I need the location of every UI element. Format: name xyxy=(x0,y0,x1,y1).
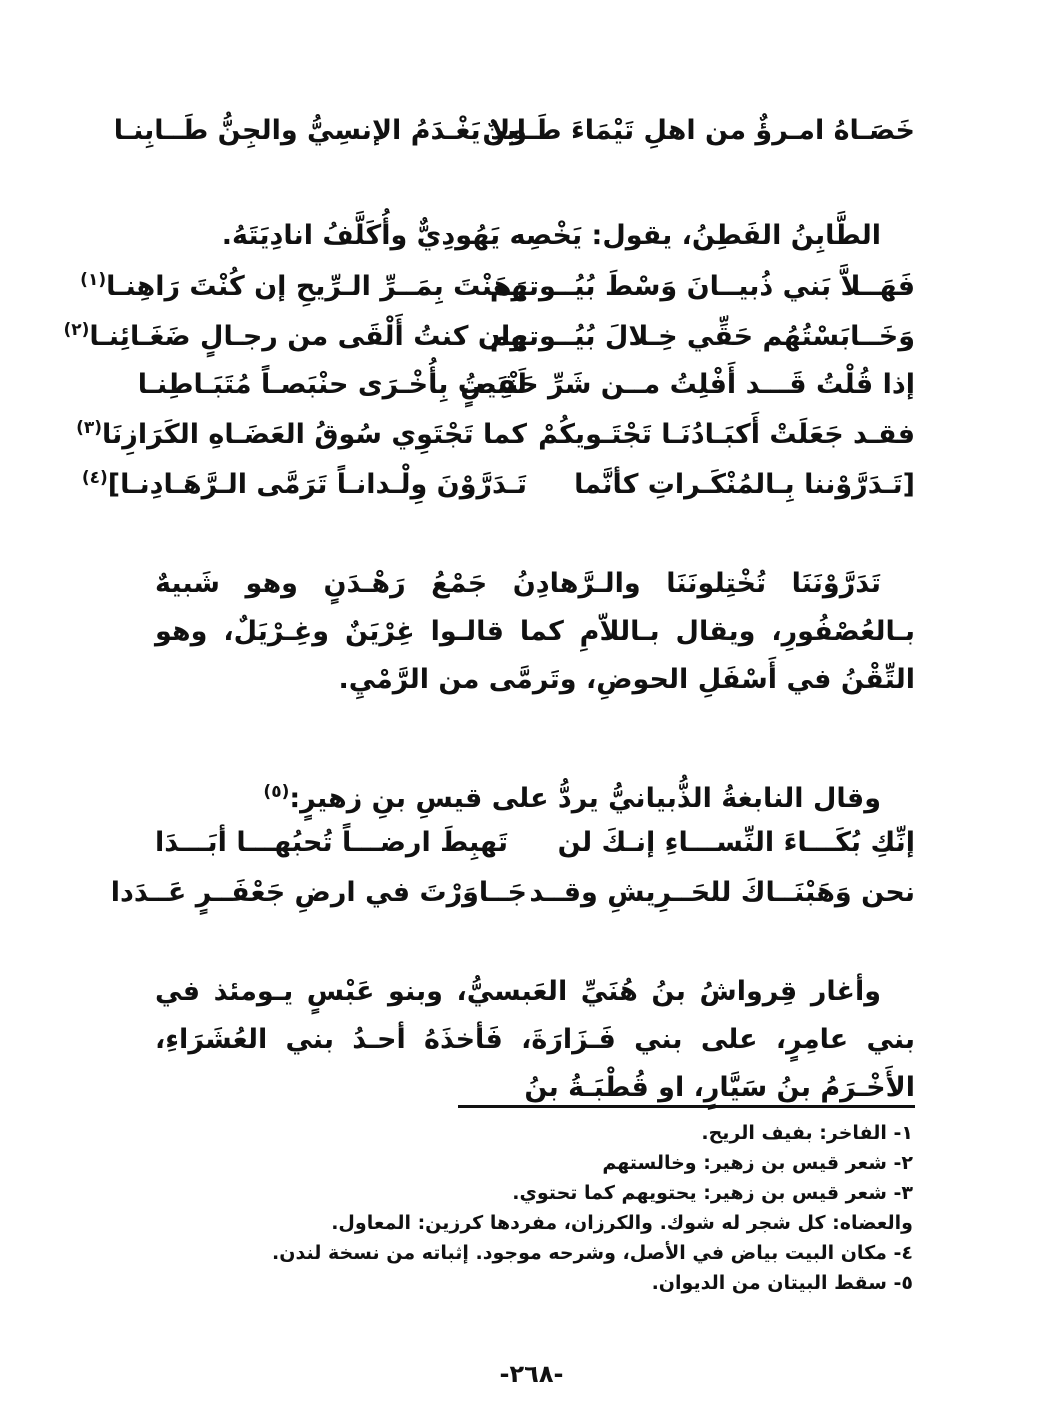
verse-line xyxy=(80,262,915,310)
verse-second-hemistich xyxy=(113,114,527,146)
intro-paragraph xyxy=(155,768,915,823)
paragraph-text: تَدَرَّوْنَنَا تُخْتِلونَنَا والـرَّهادِنُ جَمْعُ رَهْـدَنٍ وهو شَبيهٌ بـالعُصْفُورِ، ويقال بـاللاّمِ كما قالـوا غِرْيَنٌ وغِـرْيَلٌ، وهو التِّقْنُ في أَسْفَلِ الحوضِ، وتَرمَّى من الرَّمْيِ. xyxy=(155,568,915,695)
verse-first-hemistich: وَخَــابَسْتُهُم حَقِّي خِـلالَ بُيُــوتهم xyxy=(489,320,915,352)
verse-line xyxy=(137,360,915,408)
verse-second-hemistich xyxy=(63,320,527,352)
paragraph-text: الطَّابِنُ الفَطِنُ، يقول: يَخْصِه يَهُودِيٌّ وأُكَلَّفُ انادِيَتَهُ. xyxy=(221,220,881,251)
gloss-paragraph xyxy=(155,212,915,260)
footnote-ref: (٤) xyxy=(81,468,108,488)
verse-line xyxy=(155,818,915,866)
page-number: -٢٦٨- xyxy=(499,1360,564,1388)
paragraph-text-with-ref xyxy=(155,768,915,823)
hemistich-text: تَـدَرَّوْنَ وِلْـدانـاً تَرَمَّى الـرَّهَـادِنـا] xyxy=(107,469,527,500)
verse-line xyxy=(81,460,915,508)
verse-first-hemistich: إذا قُلْتُ قَـــد أَفْلِتُ مــن شَرِّ حَنْبَصٍ xyxy=(460,368,915,400)
footnote-ref: (٣) xyxy=(76,418,103,438)
verse-first-hemistich: نحن وَهَبْنَــاكَ للحَــرِيشِ وقــد xyxy=(529,876,915,908)
verse-line xyxy=(63,312,915,360)
verse-line xyxy=(76,410,915,458)
hemistich-text: رَهَنْتَ بِمَــرِّ الـرِّيحِ إن كُنْتَ رَاهِنـا xyxy=(106,271,527,302)
footnote-item: ٤- مكان البيت بياض في الأصل، وشرحه موجود. إثباته من نسخة لندن. xyxy=(272,1242,913,1264)
hemistich-text: وان كنتُ أَلْقَى من رجـالٍ ضَغَـائِنـا xyxy=(89,321,527,352)
footnote-ref: (٥) xyxy=(263,782,290,802)
footnote-ref: (٢) xyxy=(63,320,90,340)
hemistich-text: لَقِيتُ بِأُخْـرَى حنْبَصـاً مُتَبَـاطِنـا xyxy=(137,369,527,400)
footnotes-list xyxy=(272,1118,913,1298)
verse-second-hemistich: تَهبِطَ ارضـــاً تُحبُهـــا أبَـــدَا xyxy=(155,826,509,858)
verse-second-hemistich xyxy=(81,468,527,500)
explanation-paragraph xyxy=(155,560,915,704)
verse-line xyxy=(113,106,915,154)
verse-first-hemistich: إنِّكِ بُكَـــاءَ النِّســـاءِ إنـكَ لن xyxy=(557,826,915,858)
hemistich-text: كما تَجْتَوِي سُوقُ العَضَـاهِ الكَرَازِنَا xyxy=(102,419,527,450)
footnote-item: ٣- شعر قيس بن زهير: يحتويهم كما تحتوي. xyxy=(512,1182,913,1204)
verse-second-hemistich xyxy=(137,368,527,400)
verse-first-hemistich: فَهَــلاَّ بَني ذُبيــانَ وَسْطَ بُيُــوتهم xyxy=(489,270,915,302)
hemistich-text: ولا يَغْـدَمُ الإنسِيُّ والجِنُّ طَــابِنـا xyxy=(113,115,527,146)
footnote-item: والعضاه: كل شجر له شوك. والكرزان، مفردها كرزين: المعاول. xyxy=(331,1212,913,1234)
verse-first-hemistich: فقـد جَعَلَتْ أَكبَـادُنَـا تَجْتَـويكُمْ xyxy=(538,418,915,450)
paragraph-text: وقال النابغةُ الذُّبيانيُّ يردُّ على قيسِ بنِ زهيرٍ: xyxy=(289,783,881,814)
footnote-item: ٢- شعر قيس بن زهير: وخالستهم xyxy=(602,1152,913,1174)
footnote-separator xyxy=(458,1105,915,1108)
verse-second-hemistich: جَــاوَرْتَ في ارضِ جَعْفَــرٍ عَــدَدا xyxy=(110,876,527,908)
verse-second-hemistich xyxy=(76,418,527,450)
verse-first-hemistich: خَصَـاهُ امـرؤٌ من اهلِ تَيْمَاءَ طَـابنٌ xyxy=(482,114,915,146)
narrative-paragraph xyxy=(155,968,915,1112)
verse-line xyxy=(110,868,915,916)
footnote-item: ١- الفاخر: بفيف الريح. xyxy=(701,1122,913,1144)
verse-second-hemistich xyxy=(80,270,527,302)
paragraph-text: وأغار قِرواشُ بنُ هُنَيِّ العَبسيُّ، وبنو عَبْسٍ يـومئذ في بني عامِرٍ، على بني فَـزَارَةَ، فَأخذَهُ أحـدُ بني العُشَرَاءِ، الأَخْـرَمُ بنُ سَيَّارٍ، او قُطْبَـةُ بنُ xyxy=(155,976,915,1103)
footnote-item: ٥- سقط البيتان من الديوان. xyxy=(651,1272,913,1294)
verse-first-hemistich: [تَـدَرَّوْننا بِـالمُنْكَـراتِ كأنَّما xyxy=(574,468,915,500)
footnote-ref: (١) xyxy=(80,270,107,290)
